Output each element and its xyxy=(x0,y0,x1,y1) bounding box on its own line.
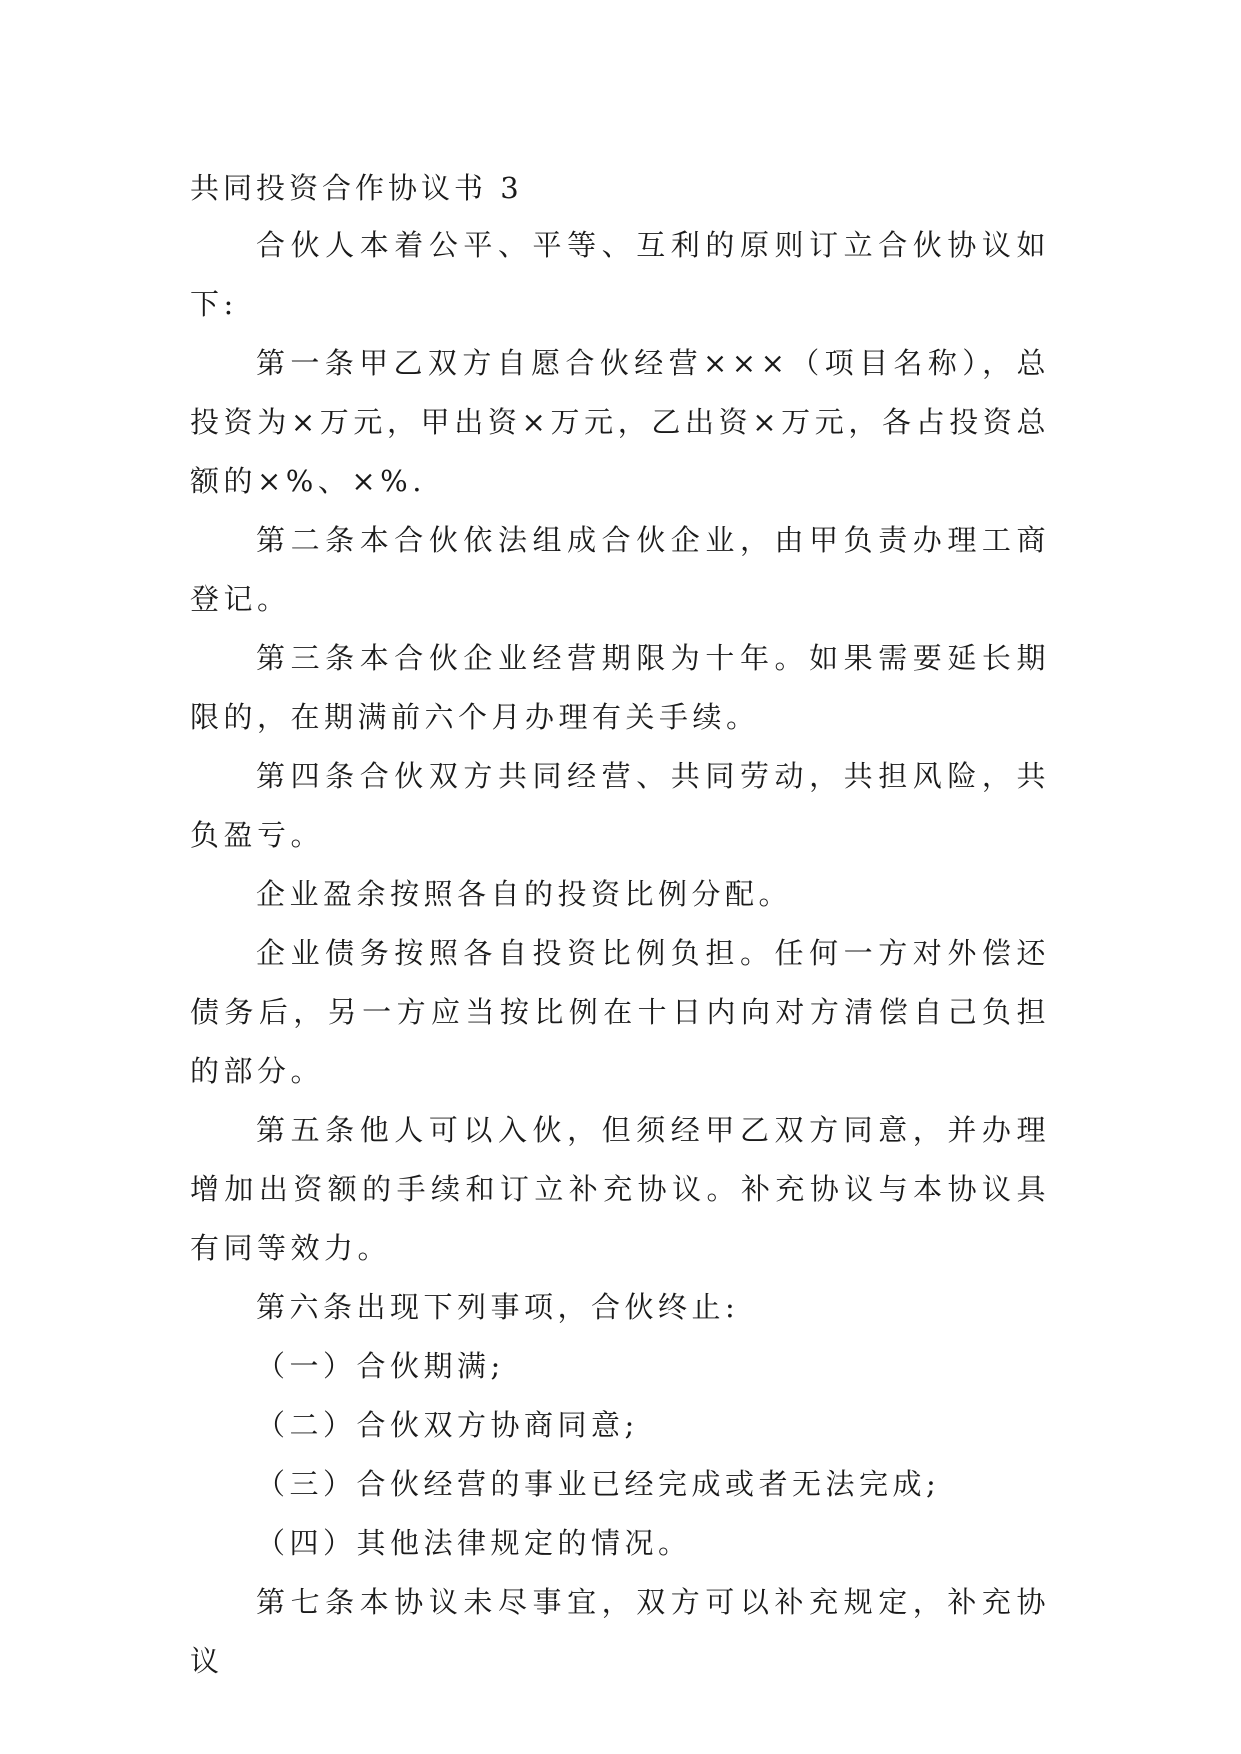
intro-paragraph: 合伙人本着公平、平等、互利的原则订立合伙协议如下: xyxy=(190,228,1050,321)
article-6-paragraph: 第六条出现下列事项，合伙终止: xyxy=(256,1290,740,1324)
termination-item-4: （四）其他法律规定的情况。 xyxy=(256,1526,692,1560)
article-2-paragraph: 第二条本合伙依法组成合伙企业，由甲负责办理工商登记。 xyxy=(190,523,1050,616)
document-title: 共同投资合作协议书 3 xyxy=(190,171,523,205)
article-7-paragraph: 第七条本协议未尽事宜，双方可以补充规定，补充协议 xyxy=(190,1585,1050,1678)
debt-paragraph: 企业债务按照各自投资比例负担。任何一方对外偿还债务后，另一方应当按比例在十日内向对方清偿自己负担的部分。 xyxy=(190,936,1050,1088)
termination-item-3: （三）合伙经营的事业已经完成或者无法完成; xyxy=(256,1467,941,1501)
termination-item-1: （一）合伙期满; xyxy=(256,1349,505,1383)
article-3-paragraph: 第三条本合伙企业经营期限为十年。如果需要延长期限的，在期满前六个月办理有关手续。 xyxy=(190,641,1050,734)
article-4-paragraph: 第四条合伙双方共同经营、共同劳动，共担风险，共负盈亏。 xyxy=(190,759,1050,852)
document-body xyxy=(190,160,1050,1691)
termination-item-2: （二）合伙双方协商同意; xyxy=(256,1408,639,1442)
article-5-paragraph: 第五条他人可以入伙，但须经甲乙双方同意，并办理增加出资额的手续和订立补充协议。补充协议与本协议具有同等效力。 xyxy=(190,1113,1050,1265)
profit-distribution-paragraph: 企业盈余按照各自的投资比例分配。 xyxy=(256,877,793,911)
article-1-paragraph: 第一条甲乙双方自愿合伙经营×××（项目名称），总投资为×万元，甲出资×万元，乙出资×万元，各占投资总额的×%、×%. xyxy=(190,346,1050,498)
